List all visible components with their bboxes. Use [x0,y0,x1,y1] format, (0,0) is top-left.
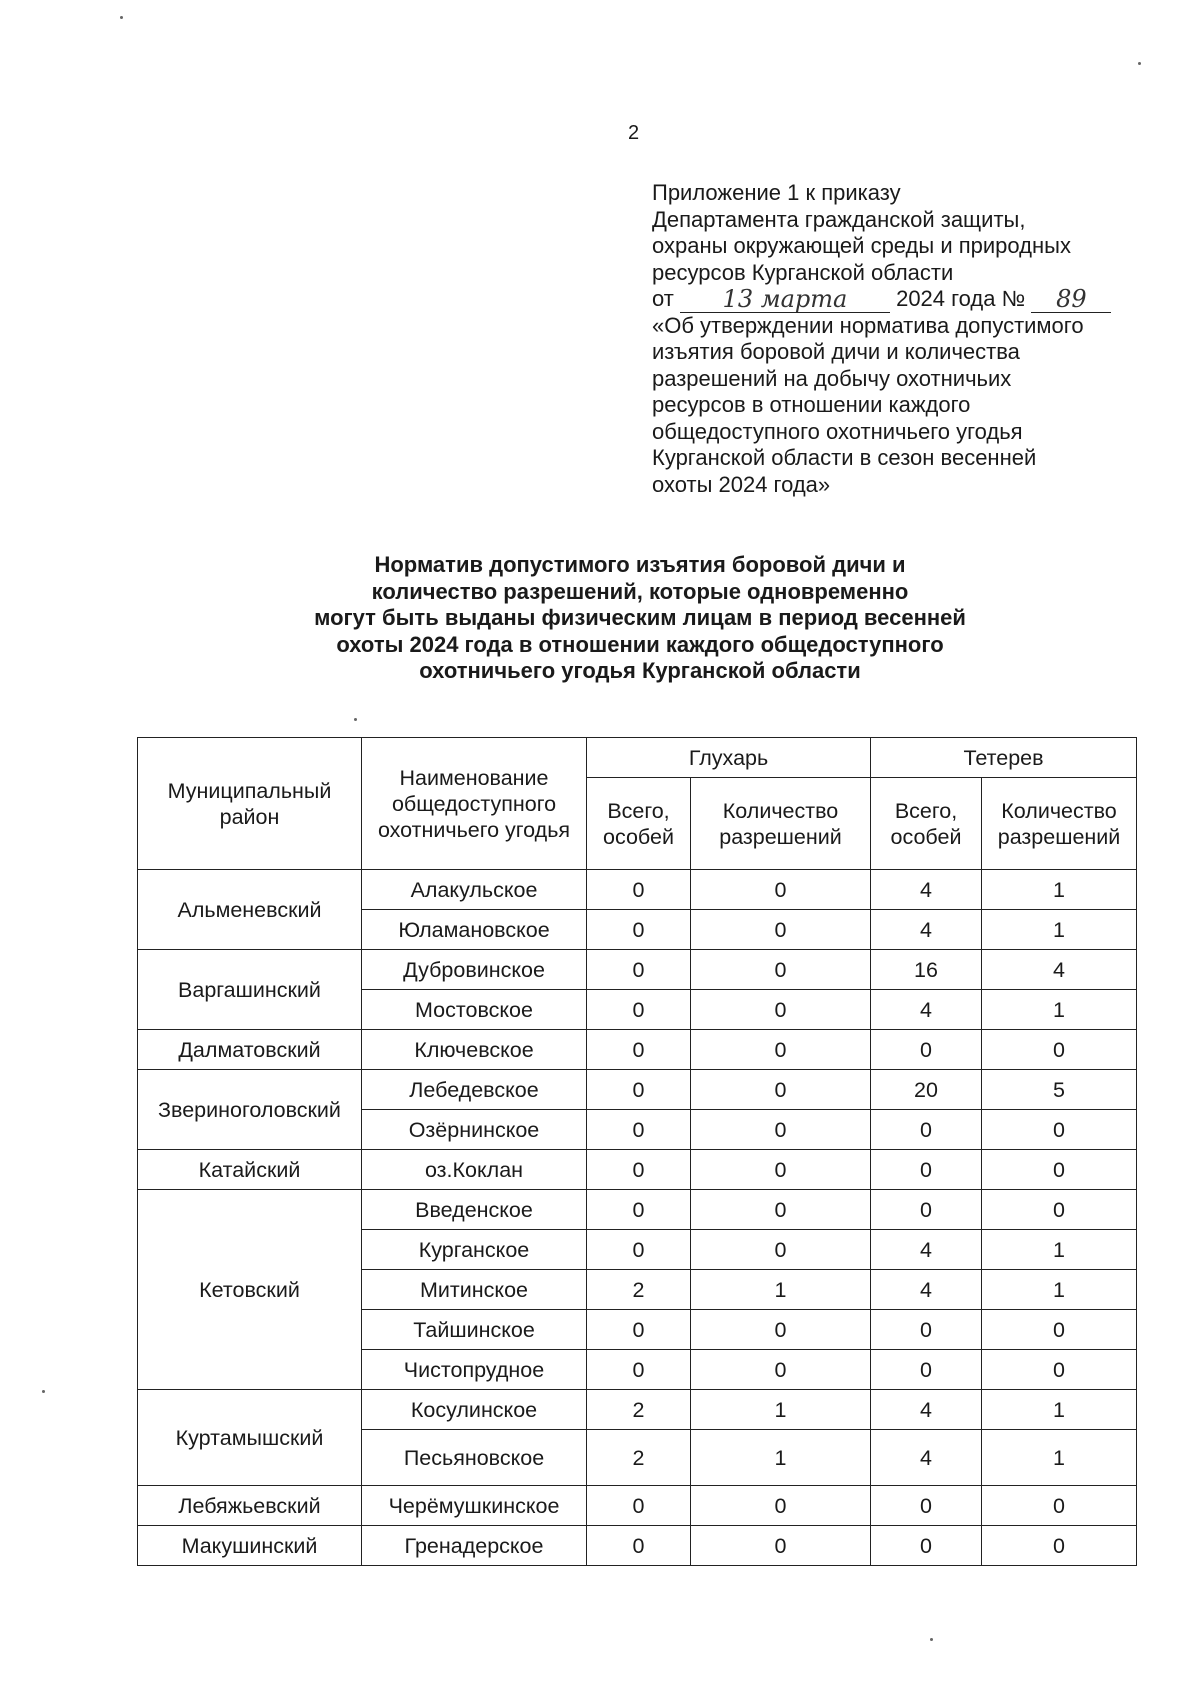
hunting-area-cell: Черёмушкинское [362,1486,587,1526]
black-grouse-total-cell: 4 [871,990,982,1030]
capercaillie-total-cell: 0 [587,990,691,1030]
hunting-area-cell: Алакульское [362,870,587,910]
title-line: охоты 2024 года в отношении каждого общедоступного [336,631,944,657]
black-grouse-permits-cell: 1 [982,1270,1137,1310]
table-row [138,1150,1137,1190]
header-capercaillie-total: Всего, особей [587,778,691,870]
annex-line: охоты 2024 года» [652,471,831,497]
capercaillie-permits-cell: 1 [691,1430,871,1486]
annex-line: общедоступного охотничьего угодья [652,418,1023,444]
norms-table [137,737,1137,1566]
capercaillie-total-cell: 0 [587,1110,691,1150]
capercaillie-total-cell: 0 [587,1350,691,1390]
title-line: количество разрешений, которые одновременно [371,578,909,604]
hunting-area-cell: Юламановское [362,910,587,950]
district-cell: Лебяжьевский [138,1486,362,1526]
black-grouse-total-cell: 0 [871,1110,982,1150]
capercaillie-permits-cell: 0 [691,1070,871,1110]
table-row [138,1390,1137,1430]
black-grouse-total-cell: 0 [871,1030,982,1070]
district-cell: Варгашинский [138,950,362,1030]
capercaillie-permits-cell: 0 [691,1310,871,1350]
black-grouse-permits-cell: 1 [982,1430,1137,1486]
capercaillie-permits-cell: 0 [691,910,871,950]
black-grouse-total-cell: 0 [871,1526,982,1566]
capercaillie-total-cell: 2 [587,1430,691,1486]
capercaillie-permits-cell: 0 [691,990,871,1030]
scan-speck [354,718,357,721]
capercaillie-total-cell: 0 [587,1030,691,1070]
header-hunting-area: Наименование общедоступного охотничьего угодья [362,738,587,870]
black-grouse-total-cell: 4 [871,1390,982,1430]
black-grouse-total-cell: 0 [871,1486,982,1526]
black-grouse-total-cell: 4 [871,1270,982,1310]
date-prefix: от [652,286,674,311]
hunting-area-cell: Чистопрудное [362,1350,587,1390]
date-field [680,284,890,313]
annex-line: Приложение 1 к приказу [652,180,901,205]
hunting-area-cell: Митинское [362,1270,587,1310]
capercaillie-total-cell: 0 [587,910,691,950]
black-grouse-permits-cell: 1 [982,1230,1137,1270]
hunting-area-cell: оз.Коклан [362,1150,587,1190]
capercaillie-total-cell: 0 [587,1070,691,1110]
title-line: Норматив допустимого изъятия боровой дичи и [374,552,906,577]
hunting-area-cell: Мостовское [362,990,587,1030]
district-cell: Звериноголовский [138,1070,362,1150]
document-title [200,552,1080,685]
annex-line: изъятия боровой дичи и количества [652,339,1020,364]
capercaillie-permits-cell: 0 [691,1190,871,1230]
black-grouse-permits-cell: 0 [982,1310,1137,1350]
header-black-grouse: Тетерев [871,738,1137,778]
hunting-area-cell: Дубровинское [362,950,587,990]
capercaillie-permits-cell: 1 [691,1390,871,1430]
table-row [138,1526,1137,1566]
black-grouse-permits-cell: 1 [982,990,1137,1030]
capercaillie-permits-cell: 0 [691,1150,871,1190]
black-grouse-total-cell: 4 [871,910,982,950]
date-middle: 2024 года № [896,286,1026,311]
black-grouse-total-cell: 20 [871,1070,982,1110]
capercaillie-total-cell: 0 [587,1526,691,1566]
handwritten-date: 13 марта [722,284,848,313]
scan-speck [930,1638,933,1641]
black-grouse-total-cell: 0 [871,1190,982,1230]
capercaillie-permits-cell: 0 [691,1030,871,1070]
table-row [138,1070,1137,1110]
black-grouse-permits-cell: 0 [982,1030,1137,1070]
table-row [138,870,1137,910]
capercaillie-total-cell: 0 [587,1190,691,1230]
annex-date-line [652,286,1152,313]
black-grouse-permits-cell: 1 [982,870,1137,910]
annex-line: разрешений на добычу охотничьих [652,365,1012,391]
table-row [138,1030,1137,1070]
capercaillie-permits-cell: 0 [691,1526,871,1566]
hunting-area-cell: Тайшинское [362,1310,587,1350]
black-grouse-total-cell: 0 [871,1310,982,1350]
annex-line: ресурсов Курганской области [652,259,954,285]
hunting-area-cell: Озёрнинское [362,1110,587,1150]
capercaillie-permits-cell: 0 [691,950,871,990]
district-cell: Альменевский [138,870,362,950]
black-grouse-permits-cell: 0 [982,1526,1137,1566]
capercaillie-total-cell: 0 [587,950,691,990]
black-grouse-permits-cell: 0 [982,1150,1137,1190]
district-cell: Куртамышский [138,1390,362,1486]
black-grouse-total-cell: 0 [871,1350,982,1390]
title-line: охотничьего угодья Курганской области [419,658,861,683]
table-row [138,950,1137,990]
black-grouse-permits-cell: 0 [982,1190,1137,1230]
black-grouse-permits-cell: 5 [982,1070,1137,1110]
black-grouse-permits-cell: 1 [982,910,1137,950]
district-cell: Катайский [138,1150,362,1190]
hunting-area-cell: Ключевское [362,1030,587,1070]
capercaillie-permits-cell: 0 [691,1486,871,1526]
black-grouse-permits-cell: 1 [982,1390,1137,1430]
capercaillie-total-cell: 0 [587,1230,691,1270]
annex-block [652,180,1152,498]
annex-line: «Об утверждении норматива допустимого [652,312,1084,338]
black-grouse-total-cell: 16 [871,950,982,990]
capercaillie-total-cell: 0 [587,1310,691,1350]
capercaillie-permits-cell: 0 [691,870,871,910]
capercaillie-total-cell: 2 [587,1270,691,1310]
hunting-area-cell: Песьяновское [362,1430,587,1486]
order-number-field [1031,284,1111,313]
capercaillie-total-cell: 0 [587,870,691,910]
black-grouse-total-cell: 4 [871,870,982,910]
hunting-area-cell: Лебедевское [362,1070,587,1110]
header-black-grouse-total: Всего, особей [871,778,982,870]
title-line: могут быть выданы физическим лицам в период весенней [314,605,966,630]
annex-line: охраны окружающей среды и природных [652,233,1071,258]
header-black-grouse-permits: Количество разрешений [982,778,1137,870]
scan-speck [1138,62,1141,65]
district-cell: Кетовский [138,1190,362,1390]
hunting-area-cell: Введенское [362,1190,587,1230]
black-grouse-permits-cell: 0 [982,1486,1137,1526]
capercaillie-total-cell: 0 [587,1150,691,1190]
scan-speck [42,1390,45,1393]
header-capercaillie: Глухарь [587,738,871,778]
header-district: Муниципальный район [138,738,362,870]
black-grouse-total-cell: 4 [871,1430,982,1486]
hunting-area-cell: Косулинское [362,1390,587,1430]
page-number: 2 [628,122,640,144]
capercaillie-permits-cell: 0 [691,1230,871,1270]
black-grouse-total-cell: 4 [871,1230,982,1270]
annex-line: Курганской области в сезон весенней [652,445,1037,470]
black-grouse-permits-cell: 0 [982,1110,1137,1150]
hunting-area-cell: Курганское [362,1230,587,1270]
table-body [138,870,1137,1566]
table-row [138,1190,1137,1230]
capercaillie-permits-cell: 0 [691,1350,871,1390]
capercaillie-permits-cell: 0 [691,1110,871,1150]
black-grouse-permits-cell: 0 [982,1350,1137,1390]
district-cell: Далматовский [138,1030,362,1070]
capercaillie-permits-cell: 1 [691,1270,871,1310]
district-cell: Макушинский [138,1526,362,1566]
handwritten-order-number: 89 [1056,284,1087,313]
annex-line: Департамента гражданской защиты, [652,206,1026,232]
annex-line: ресурсов в отношении каждого [652,392,971,417]
black-grouse-total-cell: 0 [871,1150,982,1190]
capercaillie-total-cell: 2 [587,1390,691,1430]
hunting-area-cell: Гренадерское [362,1526,587,1566]
scan-speck [120,16,123,19]
black-grouse-permits-cell: 4 [982,950,1137,990]
table-row [138,1486,1137,1526]
capercaillie-total-cell: 0 [587,1486,691,1526]
header-capercaillie-permits: Количество разрешений [691,778,871,870]
